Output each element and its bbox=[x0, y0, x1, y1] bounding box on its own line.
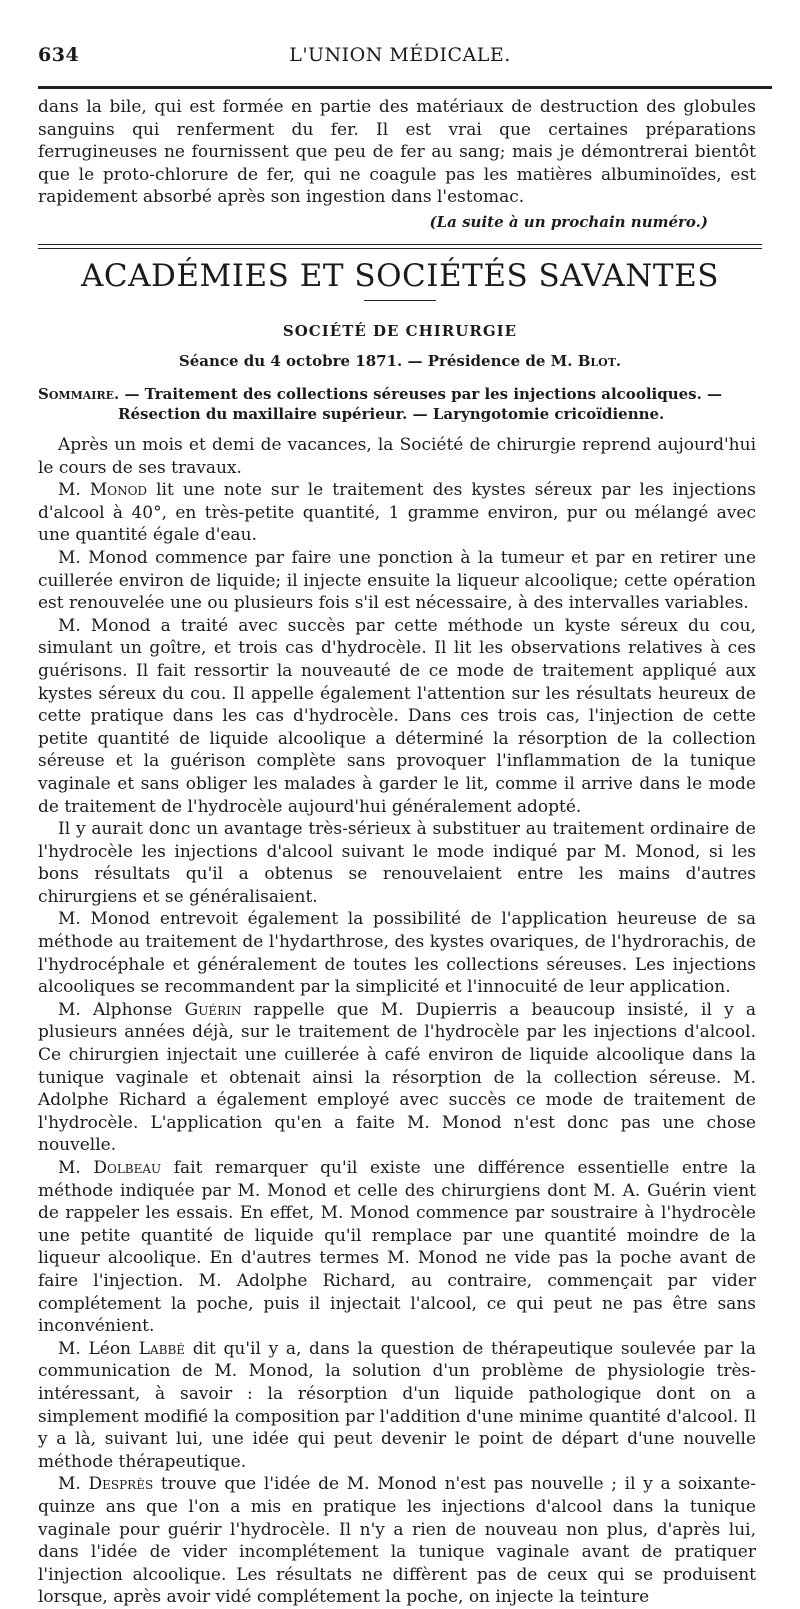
paragraph-1: Après un mois et demi de vacances, la Société de chirurgie reprend aujourd'hui le cours de ses travaux. bbox=[38, 435, 756, 478]
section-divider bbox=[38, 244, 762, 249]
paragraph-4: M. Monod a traité avec succès par cette méthode un kyste séreux du cou, simulant un goître, et trois cas d'hydrocèle. Il lit les observations relatives à ces guérisons. Il fait ressortir la nouveauté de ce mode de traitement appliqué aux kystes séreux du cou. Il appelle également l'attention sur les résultats heureux de cette pratique dans les cas d'hydrocèle. Dans ces trois cas, l'injection de cette petite quantité de liquide alcoolique a déterminé la résorption de la collection séreuse et la guérison complète sans provoquer l'inflammation de la tunique vaginale et sans obliger les malades à garder le lit, comme il arrive dans le mode de traitement de l'hydrocèle aujourd'hui généralement adopté. bbox=[38, 615, 756, 817]
paragraph-3: M. Monod commence par faire une ponction à la tumeur et par en retirer une cuillerée environ de liquide; il injecte ensuite la liqueur alcoolique; cette opération est renouvelée une ou plusieurs fois s'il est nécessaire, à des intervalles variables. bbox=[38, 547, 756, 614]
page-header bbox=[38, 44, 762, 74]
paragraph-text: lit une note sur le traitement des kystes séreux par les injections d'alcool à 40°, en très-petite quantité, 1 gramme environ, pur ou mélangé avec une quantité égale d'eau. bbox=[38, 480, 756, 546]
sommaire-label: Sommaire. bbox=[38, 385, 120, 403]
paragraph-5: Il y aurait donc un avantage très-sérieux à substituer au traitement ordinaire de l'hydrocèle les injections d'alcool suivant le mode indiqué par M. Monod, si les bons résultats qu'il a obtenus se renouvelaient entre les mains d'autres chirurgiens et se généralisaient. bbox=[38, 819, 756, 907]
speaker-name: Dolbeau bbox=[93, 1158, 162, 1178]
paragraph-text: dit qu'il y a, dans la question de thérapeutique soulevée par la communication de M. Monod, la solution d'un problème de physiologie très-intéressant, à savoir : la résorption d'un liquide pathologique dont on a simplement modifié la composition par l'addition d'une minime quantité d'alcool. Il y a là, suivant lui, une idée qui peut devenir le point de départ d'une nouvelle méthode thérapeutique. bbox=[38, 1338, 757, 1472]
sommaire bbox=[38, 384, 756, 424]
sommaire-text: — Traitement des collections séreuses par les injections alcooliques. — Résection du maxillaire supérieur. — Laryngotomie cricoïdienne. bbox=[118, 385, 723, 423]
paragraph-7 bbox=[38, 999, 756, 1157]
paragraph-prefix: M. Alphonse bbox=[58, 999, 185, 1020]
paragraph-8: M. Dolbeau fait remarquer qu'il existe une différence essentielle entre la méthode indiquée par M. Monod et celle des chirurgiens dont M. A. Guérin vient de rappeler les essais. En effet, M. Monod commence par soustraire à l'hydrocèle une petite quantité de liquide qu'il remplace par une quantité moindre de la liqueur alcoolique. En d'autres termes M. Monod ne vide pas la poche avant de faire l'injection. M. Adolphe Richard, au contraire, commençait par vider complétement la poche, puis il injectait l'alcool, ce qui peut ne pas être sans inconvénient. bbox=[38, 1158, 757, 1337]
speaker-name: Guérin bbox=[184, 999, 242, 1020]
article-body bbox=[38, 434, 756, 1609]
suite-note: (La suite à un prochain numéro.) bbox=[429, 212, 708, 231]
session-line bbox=[0, 352, 800, 370]
journal-title: L'UNION MÉDICALE. bbox=[289, 44, 511, 66]
paragraph-10: M. Desprès trouve que l'idée de M. Monod n'est pas nouvelle ; il y a soixante-quinze ans que l'on a mis en pratique les injections d'alcool dans la tunique vaginale pour guérir l'hydrocèle. Il n'y a rien de nouveau non plus, d'après lui, dans l'idée de vider incomplétement la tunique vaginale avant de pratiquer l'injection alcoolique. Les résultats ne diffèrent pas de ceux qui se produisent lorsque, après avoir vidé complétement la poche, on injecte la teinture bbox=[38, 1474, 756, 1608]
paragraph-2: M. Monod lit une note sur le traitement des kystes séreux par les injections d'alcool à 40°, en très-petite quantité, 1 gramme environ, pur ou mélangé avec une quantité égale d'eau. bbox=[38, 480, 756, 546]
paragraph-9 bbox=[38, 1338, 756, 1474]
page-number: 634 bbox=[38, 44, 80, 66]
paragraph-text: trouve que l'idée de M. Monod n'est pas nouvelle ; il y a soixante-quinze ans que l'on a mis en pratique les injections d'alcool dans la tunique vaginale pour guérir l'hydrocèle. Il n'y a rien de nouveau non plus, d'après lui, dans l'idée de vider incomplétement la tunique vaginale avant de pratiquer l'injection alcoolique. Les résultats ne diffèrent pas de ceux qui se produisent lorsque, après avoir vidé complétement la poche, on injecte la teinture bbox=[38, 1474, 756, 1608]
president-name: Blot. bbox=[577, 352, 622, 370]
paragraph-text: fait remarquer qu'il existe une différence essentielle entre la méthode indiquée par M. Monod et celle des chirurgiens dont M. A. Guérin vient de rappeler les essais. En effet, M. Monod commence par soustraire à l'hydrocèle une petite quantité de liquide qu'il remplace par une quantité moindre de la liqueur alcoolique. En d'autres termes M. Monod ne vide pas la poche avant de faire l'injection. M. Adolphe Richard, au contraire, commençait par vider complétement la poche, puis il injectait l'alcool, ce qui peut ne pas être sans inconvénient. bbox=[38, 1158, 757, 1337]
paragraph-prefix: M. Léon bbox=[58, 1338, 139, 1359]
header-rule bbox=[38, 86, 772, 89]
speaker-name: Monod bbox=[89, 480, 148, 501]
paragraph-text: rappelle que M. Dupierris a beaucoup insisté, il y a plusieurs années déjà, sur le traitement de l'hydrocèle par les injections d'alcool. Ce chirurgien injectait une cuillerée à café environ de liquide alcoolique dans la tunique vaginale et obtenait ainsi la résorption de la collection séreuse. M. Adolphe Richard a également employé avec succès ce mode de traitement de l'hydrocèle. L'application qu'en a faite M. Monod n'est donc pas une chose nouvelle. bbox=[38, 999, 756, 1156]
speaker-name: Desprès bbox=[88, 1474, 154, 1495]
continuation-block bbox=[38, 96, 756, 234]
paragraph-6: M. Monod entrevoit également la possibilité de l'application heureuse de sa méthode au traitement de l'hydarthrose, des kystes ovariques, de l'hydrorachis, de l'hydrocéphale et généralement de toutes les collections séreuses. Les injections alcooliques se recommandent par la simplicité et l'innocuité de leur application. bbox=[38, 909, 756, 998]
speaker-name: Labbé bbox=[138, 1338, 186, 1359]
section-title: ACADÉMIES ET SOCIÉTÉS SAVANTES bbox=[81, 258, 719, 294]
title-rule bbox=[364, 300, 436, 301]
society-name: SOCIÉTÉ DE CHIRURGIE bbox=[282, 322, 518, 340]
continuation-paragraph: dans la bile, qui est formée en partie des matériaux de destruction des globules sanguins qui renferment du fer. Il est vrai que certaines préparations ferrugineuses ne fournissent que peu de fer au sang; mais je démontrerai bientôt que le proto-chlorure de fer, qui ne coagule pas les matières albuminoïdes, est rapidement absorbé après son ingestion dans l'estomac. bbox=[38, 97, 756, 208]
session-date: Séance du 4 octobre 1871. — Présidence de M. bbox=[178, 352, 573, 370]
